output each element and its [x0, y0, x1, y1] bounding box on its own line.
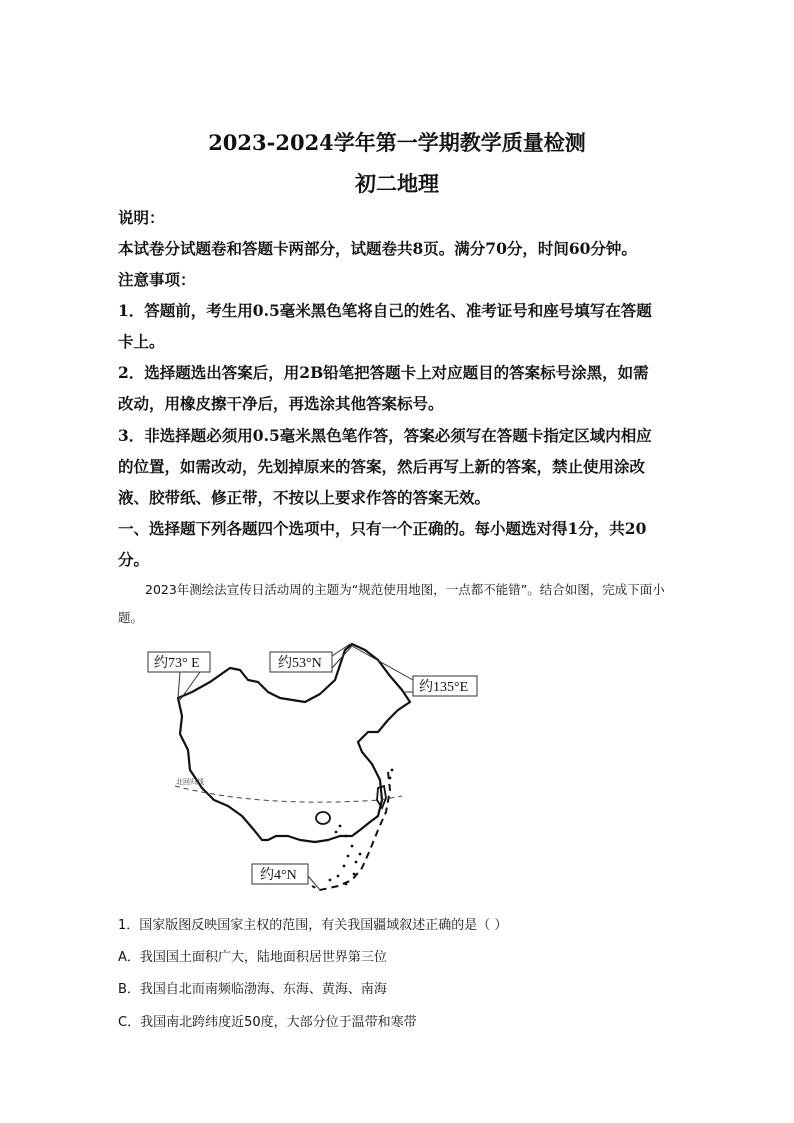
- question-1-option-c: C．我国南北跨纬度近50度，大部分位于温带和寒带: [118, 1015, 417, 1030]
- note-1-line-2: 卡上。: [118, 332, 165, 351]
- section-1-heading-line-2: 分。: [118, 550, 150, 569]
- instructions-label: 说明：: [118, 208, 165, 227]
- china-outline-map: [140, 640, 480, 900]
- exam-subject: 初二地理: [355, 171, 439, 196]
- exam-title: 2023-2024学年第一学期教学质量检测: [208, 130, 586, 155]
- section-1-heading-line-1: 一、选择题下列各题四个选项中，只有一个正确的。每小题选对得1分，共20: [118, 519, 647, 538]
- map-label-west: 约73° E: [154, 656, 200, 671]
- note-3-line-3: 液、胶带纸、修正带，不按以上要求作答的答案无效。: [118, 488, 491, 507]
- map-label-south: 约4°N: [260, 868, 297, 883]
- tropic-of-cancer-label: 北回归线: [176, 778, 204, 786]
- question-1-option-a: A．我国国土面积广大，陆地面积居世界第三位: [118, 950, 387, 965]
- notes-label: 注意事项：: [118, 270, 196, 289]
- hainan-outline: [316, 812, 330, 824]
- question-1-option-b: B．我国自北而南频临渤海、东海、黄海、南海: [118, 982, 387, 997]
- note-2-line-1: 2．选择题选出答案后，用2B铅笔把答题卡上对应题目的答案标号涂黑，如需: [118, 363, 649, 382]
- mainland-outline: [178, 644, 410, 842]
- note-3-line-1: 3．非选择题必须用0.5毫米黑色笔作答，答案必须写在答题卡指定区域内相应: [118, 426, 652, 445]
- note-3-line-2: 的位置，如需改动，先划掉原来的答案，然后再写上新的答案，禁止使用涂改: [118, 457, 646, 476]
- note-1-line-1: 1．答题前，考生用0.5毫米黑色笔将自己的姓名、准考证号和座号填写在答题: [118, 301, 652, 320]
- map-label-north: 约53°N: [278, 656, 322, 671]
- passage-text: 2023年测绘法宣传日活动周的主题为“规范使用地图，一点都不能错”。结合如图，完成下面小题。: [118, 582, 665, 625]
- map-label-east: 约135°E: [419, 680, 469, 695]
- question-1-stem: 1．国家版图反映国家主权的范围，有关我国疆域叙述正确的是（ ）: [118, 918, 508, 933]
- note-2-line-2: 改动，用橡皮擦干净后，再选涂其他答案标号。: [118, 394, 444, 413]
- instructions-intro: 本试卷分试题卷和答题卡两部分，试题卷共8页。满分70分，时间60分钟。: [118, 239, 637, 258]
